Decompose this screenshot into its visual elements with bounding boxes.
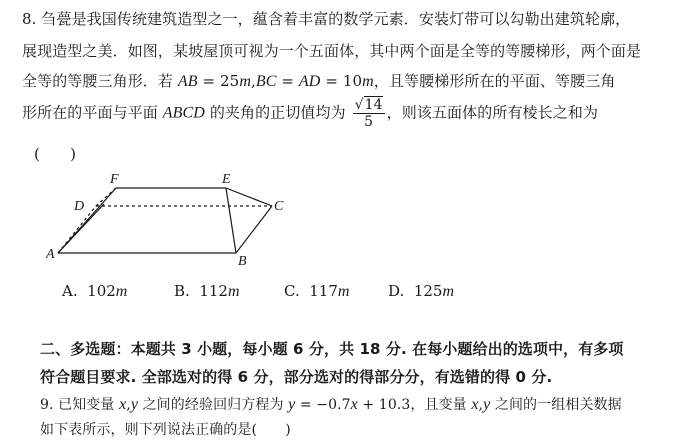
q8-line-4 — [22, 97, 598, 130]
vertex-label-f: F — [110, 172, 119, 187]
q9-text: 9. 已知变量 — [40, 397, 120, 413]
q9-text: + 10.3，且变量 — [357, 397, 472, 413]
comma: , — [126, 397, 131, 413]
vertex-label-e: E — [222, 172, 231, 187]
math-y: y — [288, 396, 296, 413]
q8-line-1: 8. 刍甍是我国传统建筑造型之一，蕴含着丰富的数学元素．安装灯带可以勾勒出建筑轮廓， — [22, 10, 631, 28]
q8-text: 全等的等腰三角形．若 — [22, 72, 178, 90]
option-unit: m — [227, 283, 240, 300]
math-y: y — [483, 396, 491, 413]
fraction-denominator: 5 — [364, 114, 374, 130]
q8-answer-blank: ( ) — [34, 145, 77, 163]
q9-text: 之间的经验回归方程为 — [138, 397, 289, 413]
option-b[interactable] — [174, 282, 240, 301]
section-2-line-1: 二、多选题：本题共 3 小题，每小题 6 分，共 18 分. 在每小题给出的选项中，有多项 — [40, 340, 624, 358]
q9-text: 之间的一组相关数据 — [490, 397, 622, 413]
option-unit: m — [115, 283, 128, 300]
math-ab: AB — [177, 73, 198, 90]
q8-line-3 — [22, 70, 615, 91]
option-letter: C. — [284, 282, 300, 300]
math-unit: m — [239, 73, 251, 90]
option-letter: D. — [388, 282, 405, 300]
option-c[interactable] — [284, 282, 349, 301]
option-value: 117 — [309, 282, 338, 300]
pentahedron-figure — [46, 168, 296, 268]
edge-bc — [236, 206, 272, 253]
option-letter: A. — [62, 282, 78, 300]
math-x: x — [350, 396, 358, 413]
q8-line-2: 展现造型之美．如图，某坡屋顶可视为一个五面体，其中两个面是全等的等腰梯形，两个面是 — [22, 42, 642, 60]
math-value: = 25 — [197, 72, 240, 90]
fraction-sqrt14-over-5 — [353, 97, 385, 130]
math-ad: AD — [298, 73, 321, 90]
option-value: 112 — [199, 282, 228, 300]
math-bc: BC — [255, 73, 277, 90]
comma: , — [478, 397, 484, 413]
option-unit: m — [337, 283, 350, 300]
section-2-line-2: 符合题目要求. 全部选对的得 6 分，部分选对的得部分分，有选错的得 0 分. — [40, 368, 553, 386]
math-x: x — [119, 396, 127, 413]
q8-text: ，则该五面体的所有棱长之和为 — [386, 103, 599, 122]
math-unit: m — [362, 73, 374, 90]
q8-text: 形所在的平面与平面 — [22, 103, 163, 122]
q8-text: 的夹角的正切值均为 — [204, 103, 351, 122]
option-value: 125 — [413, 282, 443, 300]
q9-line-2: 如下表所示，则下列说法正确的是( ) — [40, 422, 291, 438]
math-coef: = −0.7 — [295, 397, 351, 413]
edge-be — [226, 188, 236, 253]
comma: , — [250, 72, 256, 90]
q9-line-1 — [40, 394, 622, 414]
option-a[interactable] — [62, 282, 127, 301]
option-d[interactable] — [388, 282, 454, 301]
vertex-label-d: D — [74, 199, 85, 214]
vertex-label-c: C — [274, 199, 284, 214]
sqrt-icon: √ — [354, 97, 364, 113]
math-x: x — [471, 396, 479, 413]
q8-text: ，且等腰梯形所在的平面、等腰三角 — [373, 72, 616, 90]
equals: = — [276, 72, 299, 90]
vertex-label-a: A — [46, 247, 55, 262]
fraction-numerator: 14 — [364, 97, 383, 113]
vertex-label-b: B — [238, 254, 247, 268]
option-value: 102 — [87, 282, 116, 300]
edge-ec — [226, 188, 272, 206]
option-unit: m — [442, 283, 455, 300]
math-value: = 10 — [320, 72, 363, 90]
math-abcd: ABCD — [162, 104, 205, 122]
math-y: y — [130, 396, 139, 413]
option-letter: B. — [174, 282, 190, 300]
